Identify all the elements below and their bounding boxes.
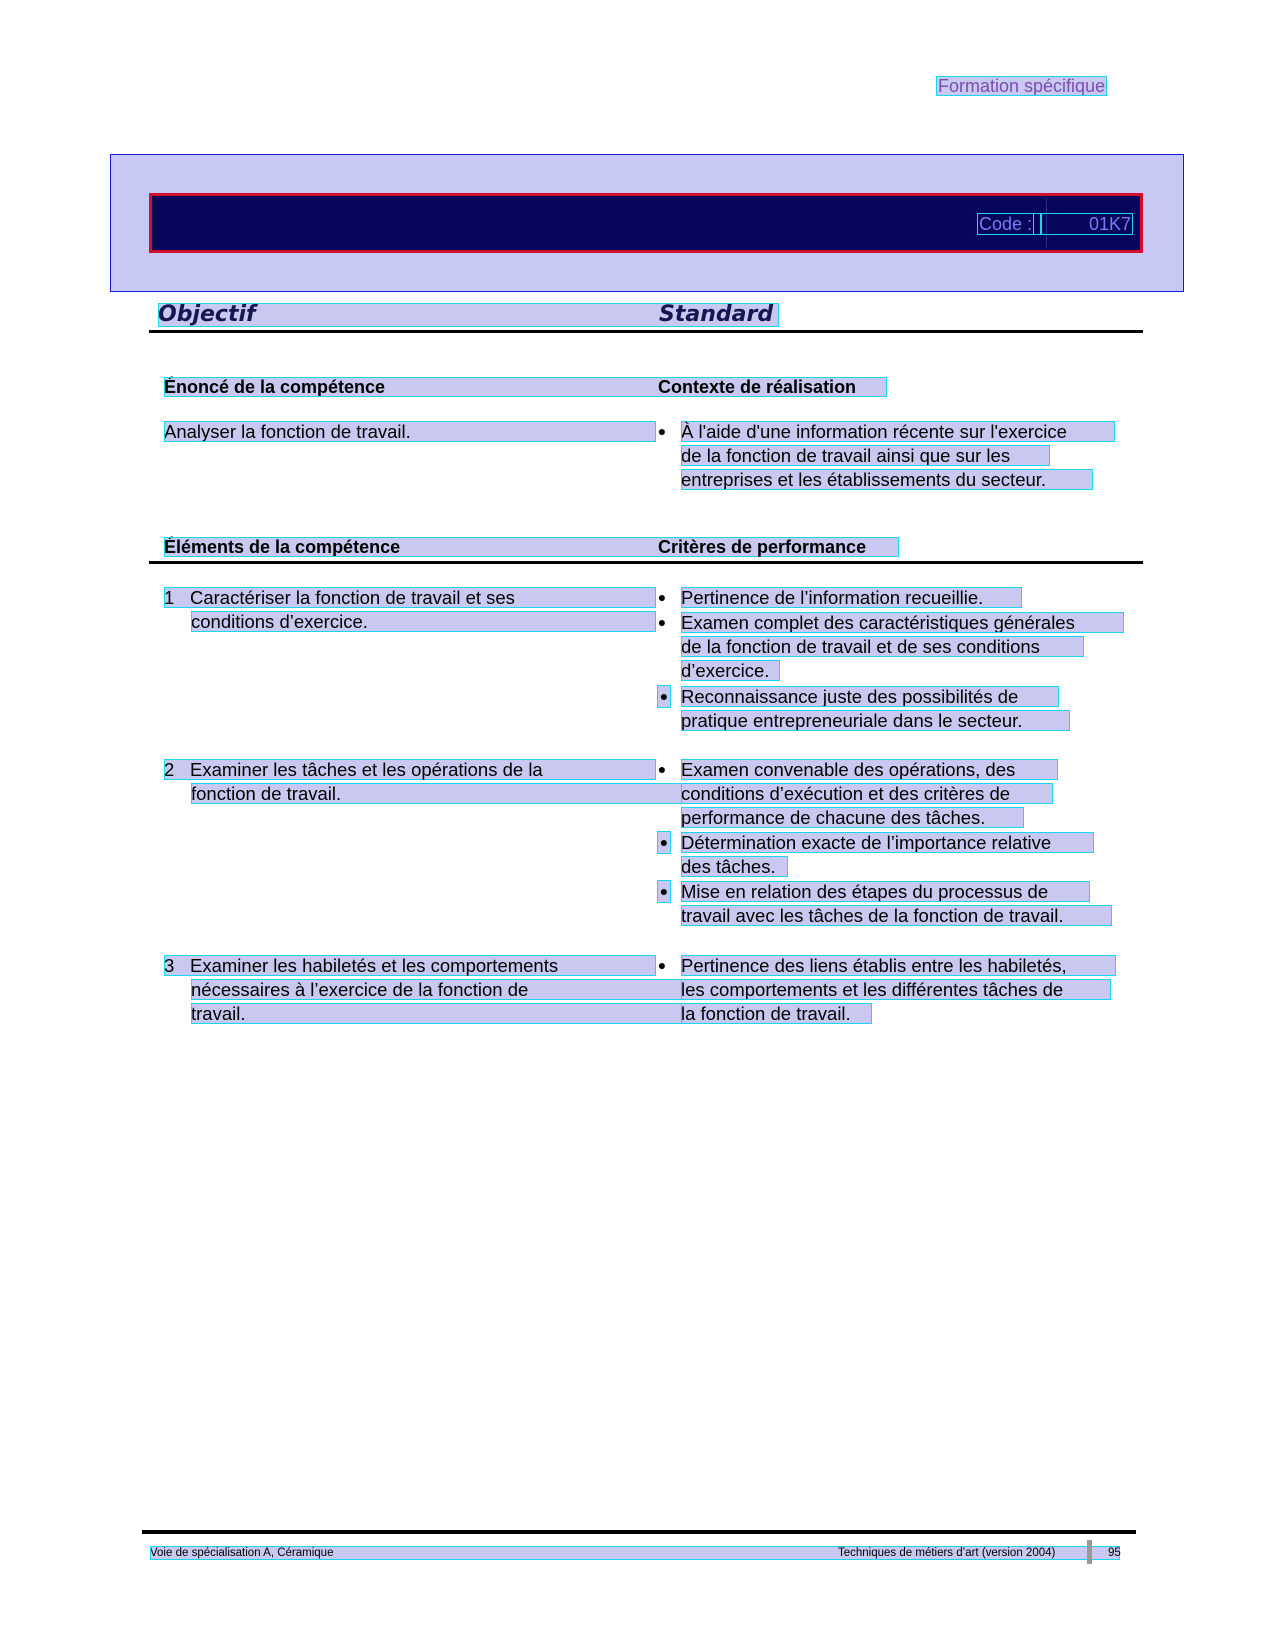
section-header: Formation spécifique — [938, 76, 1106, 96]
footer-rule — [142, 1530, 1136, 1534]
criterion-line: Examen convenable des opérations, des — [681, 759, 1058, 780]
footer-separator — [1087, 1540, 1092, 1564]
criterion-line: Pertinence des liens établis entre les habiletés, — [681, 955, 1116, 976]
elements-heading-row — [164, 537, 899, 557]
element-line: conditions d’exercice. — [191, 611, 656, 632]
enonce-text: Analyser la fonction de travail. — [164, 421, 656, 442]
standard-label: Standard — [659, 302, 774, 327]
element-line: travail. — [191, 1003, 683, 1024]
criterion-line: Reconnaissance juste des possibilités de — [681, 686, 1059, 707]
element-item — [164, 955, 656, 976]
element-line: fonction de travail. — [191, 783, 683, 804]
footer-right: Techniques de métiers d’art (version 2004) — [838, 1547, 1056, 1559]
contexte-line: de la fonction de travail ainsi que sur les — [681, 445, 1050, 466]
bullet-icon: ● — [658, 881, 670, 902]
footer — [150, 1546, 1120, 1560]
criterion-line: pratique entrepreneuriale dans le secteur. — [681, 710, 1070, 731]
page-number: 95 — [1108, 1547, 1121, 1559]
element-number: 3 — [164, 955, 175, 976]
element-line: Examiner les tâches et les opérations de la — [190, 759, 543, 780]
criterion-line: Pertinence de l’information recueillie. — [681, 587, 1022, 608]
element-line: nécessaires à l’exercice de la fonction de — [191, 979, 683, 1000]
objective-title — [158, 303, 779, 327]
criterion-line: Examen complet des caractéristiques générales — [681, 612, 1124, 633]
criterion-line: de la fonction de travail et de ses conditions — [681, 636, 1084, 657]
bullet-icon: ● — [657, 761, 667, 777]
criterion-line: Détermination exacte de l’importance relative — [681, 832, 1094, 853]
criterion-line: Mise en relation des étapes du processus de — [681, 881, 1090, 902]
criterion-line: des tâches. — [681, 856, 788, 877]
element-line: Examiner les habiletés et les comportements — [190, 955, 559, 976]
bullet-icon: ● — [657, 423, 667, 439]
code-label: Code : — [979, 214, 1033, 234]
bullet-icon: ● — [657, 957, 667, 973]
element-item — [164, 587, 656, 608]
divider-rule — [149, 561, 1143, 564]
element-line: Caractériser la fonction de travail et ses — [190, 587, 515, 608]
element-number: 2 — [164, 759, 175, 780]
contexte-label: Contexte de réalisation — [658, 377, 857, 397]
criterion-line: conditions d’exécution et des critères de — [681, 783, 1053, 804]
code-separator — [1034, 214, 1040, 234]
bullet-icon: ● — [658, 832, 670, 853]
code-value: 01K7 — [1042, 214, 1132, 234]
objective-label: Objectif — [158, 302, 256, 327]
footer-left: Voie de spécialisation A, Céramique — [150, 1547, 334, 1559]
criterion-line: les comportements et les différentes tâches de — [681, 979, 1111, 1000]
criterion-line: d’exercice. — [681, 660, 780, 681]
contexte-line: entreprises et les établissements du secteur. — [681, 469, 1093, 490]
criterion-line: travail avec les tâches de la fonction de travail. — [681, 905, 1112, 926]
enonce-heading-row — [164, 377, 887, 397]
contexte-line: À l'aide d'une information récente sur l'exercice — [681, 421, 1115, 442]
elements-label: Éléments de la compétence — [164, 537, 401, 557]
bullet-icon: ● — [658, 686, 670, 707]
element-item — [164, 759, 656, 780]
criteres-label: Critères de performance — [658, 537, 867, 557]
bullet-icon: ● — [657, 589, 667, 605]
enonce-label: Énoncé de la compétence — [164, 377, 386, 397]
criterion-line: la fonction de travail. — [681, 1003, 872, 1024]
bullet-icon: ● — [657, 614, 667, 630]
element-number: 1 — [164, 587, 175, 608]
criterion-line: performance de chacune des tâches. — [681, 807, 1024, 828]
divider-rule — [149, 330, 1143, 333]
